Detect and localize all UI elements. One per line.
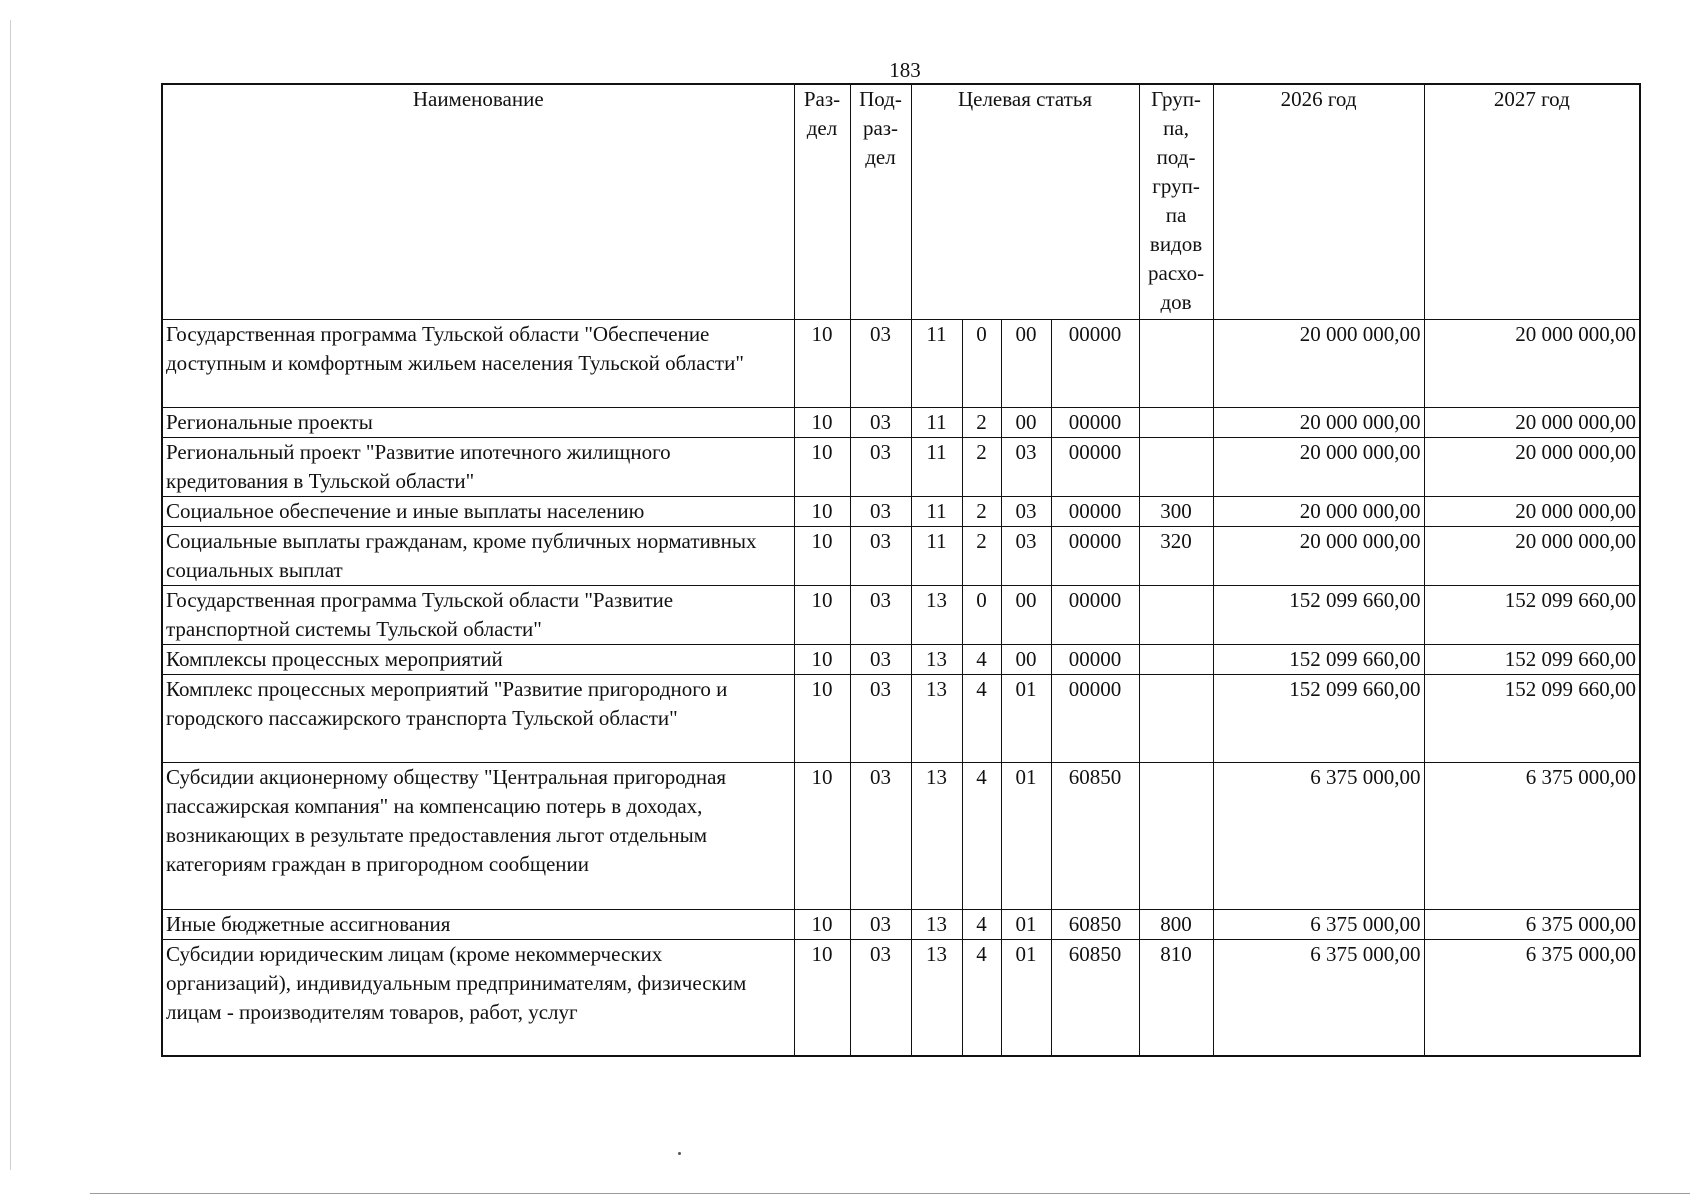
row-name: Иные бюджетные ассигнования	[162, 909, 794, 939]
row-target-direction: 00000	[1051, 526, 1139, 585]
row-podrazdel: 03	[850, 526, 911, 585]
row-amount-2026: 20 000 000,00	[1213, 437, 1424, 496]
row-expense-group	[1139, 585, 1213, 644]
row-target-direction: 00000	[1051, 674, 1139, 762]
row-target-type: 4	[962, 644, 1001, 674]
row-target-direction: 00000	[1051, 319, 1139, 407]
row-razdel: 10	[794, 909, 850, 939]
page-number: 183	[889, 58, 921, 82]
row-podrazdel: 03	[850, 762, 911, 909]
header-name: Наименование	[162, 84, 794, 319]
row-target-direction: 00000	[1051, 585, 1139, 644]
row-podrazdel: 03	[850, 585, 911, 644]
row-target-program: 11	[911, 319, 962, 407]
row-target-subprogram: 03	[1001, 437, 1051, 496]
row-target-type: 0	[962, 319, 1001, 407]
row-expense-group	[1139, 644, 1213, 674]
row-target-direction: 00000	[1051, 644, 1139, 674]
row-podrazdel: 03	[850, 939, 911, 1056]
row-target-type: 4	[962, 939, 1001, 1056]
table-row	[162, 437, 1640, 496]
row-name: Комплекс процессных мероприятий "Развитие пригородного и городского пассажирского транспорта Тульской области"	[162, 674, 794, 762]
row-target-program: 11	[911, 526, 962, 585]
row-expense-group	[1139, 407, 1213, 437]
row-target-type: 2	[962, 526, 1001, 585]
row-amount-2026: 20 000 000,00	[1213, 496, 1424, 526]
table-row	[162, 407, 1640, 437]
table-row	[162, 319, 1640, 407]
row-podrazdel: 03	[850, 319, 911, 407]
row-amount-2027: 20 000 000,00	[1424, 526, 1640, 585]
row-name: Региональные проекты	[162, 407, 794, 437]
row-target-program: 11	[911, 437, 962, 496]
row-expense-group	[1139, 319, 1213, 407]
row-razdel: 10	[794, 526, 850, 585]
header-razdel-text: Раз- дел	[803, 87, 841, 140]
row-amount-2027: 152 099 660,00	[1424, 585, 1640, 644]
row-name: Социальные выплаты гражданам, кроме публичных нормативных социальных выплат	[162, 526, 794, 585]
row-razdel: 10	[794, 319, 850, 407]
row-podrazdel: 03	[850, 407, 911, 437]
row-target-program: 13	[911, 762, 962, 909]
row-expense-group: 300	[1139, 496, 1213, 526]
header-podrazdel	[850, 84, 911, 319]
table-row	[162, 496, 1640, 526]
row-expense-group	[1139, 674, 1213, 762]
header-group-text: Груп- па, под- груп- па видов расхо- дов	[1148, 87, 1205, 314]
row-amount-2026: 6 375 000,00	[1213, 909, 1424, 939]
row-name: Государственная программа Тульской области "Развитие транспортной системы Тульской области"	[162, 585, 794, 644]
row-target-direction: 60850	[1051, 762, 1139, 909]
row-amount-2027: 152 099 660,00	[1424, 674, 1640, 762]
row-podrazdel: 03	[850, 437, 911, 496]
row-amount-2026: 6 375 000,00	[1213, 939, 1424, 1056]
scan-edge-bottom	[90, 1193, 1690, 1194]
row-amount-2027: 152 099 660,00	[1424, 644, 1640, 674]
row-name: Региональный проект "Развитие ипотечного жилищного кредитования в Тульской области"	[162, 437, 794, 496]
row-target-type: 4	[962, 762, 1001, 909]
row-razdel: 10	[794, 407, 850, 437]
table-header-row	[162, 84, 1640, 319]
row-target-direction: 60850	[1051, 939, 1139, 1056]
row-target-program: 13	[911, 909, 962, 939]
row-amount-2027: 20 000 000,00	[1424, 407, 1640, 437]
table-row	[162, 939, 1640, 1056]
table-row	[162, 526, 1640, 585]
row-target-subprogram: 03	[1001, 496, 1051, 526]
header-razdel	[794, 84, 850, 319]
table-row	[162, 674, 1640, 762]
row-podrazdel: 03	[850, 644, 911, 674]
row-amount-2027: 20 000 000,00	[1424, 319, 1640, 407]
row-podrazdel: 03	[850, 674, 911, 762]
budget-table	[161, 83, 1641, 1057]
row-name: Субсидии акционерному обществу "Центральная пригородная пассажирская компания" на компенсацию потерь в доходах, возникающих в результате предоставления льгот отдельным категориям граждан в пригородном сообщении	[162, 762, 794, 909]
row-target-type: 2	[962, 437, 1001, 496]
row-amount-2027: 20 000 000,00	[1424, 496, 1640, 526]
scan-speck	[678, 1152, 681, 1155]
row-expense-group: 810	[1139, 939, 1213, 1056]
row-target-subprogram: 00	[1001, 407, 1051, 437]
row-target-program: 13	[911, 939, 962, 1056]
scan-edge-left	[10, 20, 11, 1170]
header-2026: 2026 год	[1213, 84, 1424, 319]
row-amount-2026: 20 000 000,00	[1213, 407, 1424, 437]
table-row	[162, 644, 1640, 674]
header-group	[1139, 84, 1213, 319]
row-target-direction: 00000	[1051, 437, 1139, 496]
table-row	[162, 909, 1640, 939]
row-target-subprogram: 00	[1001, 319, 1051, 407]
row-target-type: 2	[962, 407, 1001, 437]
row-amount-2026: 6 375 000,00	[1213, 762, 1424, 909]
row-razdel: 10	[794, 585, 850, 644]
row-target-type: 0	[962, 585, 1001, 644]
row-amount-2026: 152 099 660,00	[1213, 585, 1424, 644]
row-target-type: 2	[962, 496, 1001, 526]
row-name: Субсидии юридическим лицам (кроме некоммерческих организаций), индивидуальным предпринимателям, физическим лицам - производителям товаров, работ, услуг	[162, 939, 794, 1056]
row-razdel: 10	[794, 674, 850, 762]
row-expense-group: 800	[1139, 909, 1213, 939]
row-expense-group	[1139, 437, 1213, 496]
row-amount-2026: 152 099 660,00	[1213, 644, 1424, 674]
row-razdel: 10	[794, 644, 850, 674]
header-2027: 2027 год	[1424, 84, 1640, 319]
row-name: Комплексы процессных мероприятий	[162, 644, 794, 674]
row-target-direction: 00000	[1051, 407, 1139, 437]
row-podrazdel: 03	[850, 496, 911, 526]
row-razdel: 10	[794, 437, 850, 496]
row-amount-2027: 6 375 000,00	[1424, 762, 1640, 909]
row-target-subprogram: 01	[1001, 909, 1051, 939]
row-target-direction: 00000	[1051, 496, 1139, 526]
row-amount-2027: 6 375 000,00	[1424, 909, 1640, 939]
row-target-type: 4	[962, 909, 1001, 939]
row-razdel: 10	[794, 762, 850, 909]
row-target-program: 11	[911, 407, 962, 437]
row-target-program: 13	[911, 674, 962, 762]
row-podrazdel: 03	[850, 909, 911, 939]
row-amount-2027: 6 375 000,00	[1424, 939, 1640, 1056]
row-target-subprogram: 03	[1001, 526, 1051, 585]
row-amount-2026: 20 000 000,00	[1213, 526, 1424, 585]
row-name: Социальное обеспечение и иные выплаты населению	[162, 496, 794, 526]
row-name: Государственная программа Тульской области "Обеспечение доступным и комфортным жильем населения Тульской области"	[162, 319, 794, 407]
row-target-subprogram: 01	[1001, 939, 1051, 1056]
row-expense-group	[1139, 762, 1213, 909]
row-target-program: 13	[911, 644, 962, 674]
row-razdel: 10	[794, 496, 850, 526]
row-expense-group: 320	[1139, 526, 1213, 585]
row-razdel: 10	[794, 939, 850, 1056]
row-target-type: 4	[962, 674, 1001, 762]
header-target-article: Целевая статья	[911, 84, 1139, 319]
row-amount-2027: 20 000 000,00	[1424, 437, 1640, 496]
row-target-program: 11	[911, 496, 962, 526]
row-target-subprogram: 00	[1001, 644, 1051, 674]
row-target-subprogram: 00	[1001, 585, 1051, 644]
header-podrazdel-text: Под- раз- дел	[859, 87, 902, 169]
row-amount-2026: 152 099 660,00	[1213, 674, 1424, 762]
table-row	[162, 762, 1640, 909]
row-target-subprogram: 01	[1001, 674, 1051, 762]
table-row	[162, 585, 1640, 644]
row-amount-2026: 20 000 000,00	[1213, 319, 1424, 407]
row-target-direction: 60850	[1051, 909, 1139, 939]
row-target-subprogram: 01	[1001, 762, 1051, 909]
row-target-program: 13	[911, 585, 962, 644]
